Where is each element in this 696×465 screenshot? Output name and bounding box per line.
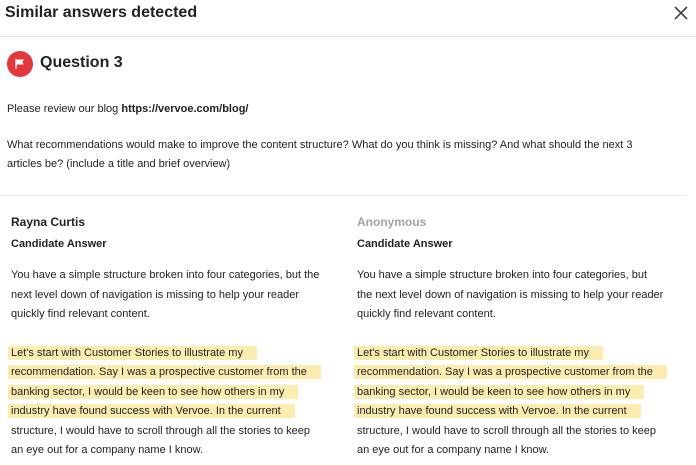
answer-column-right xyxy=(357,215,677,461)
highlighted-line: recommendation. Say I was a prospective customer from the xyxy=(357,363,672,383)
answer-line: You have a simple structure broken into four categories, but the xyxy=(11,269,320,281)
answer-line: structure, I would have to scroll through all the stories to keep xyxy=(11,424,310,437)
close-icon[interactable] xyxy=(671,3,691,23)
answer-paragraph-1 xyxy=(11,266,326,325)
candidate-name: Rayna Curtis xyxy=(11,215,86,229)
highlighted-line: banking sector, I would be keen to see how others in my xyxy=(357,383,672,403)
answer-paragraph-2 xyxy=(357,344,672,461)
blog-link[interactable]: https://vervoe.com/blog/ xyxy=(121,103,249,115)
answer-column-left xyxy=(11,215,331,461)
highlighted-line: Let's start with Customer Stories to illustrate my xyxy=(11,344,326,364)
blog-instruction xyxy=(7,103,248,115)
answer-line: You have a simple structure broken into four categories, but xyxy=(357,269,648,281)
flag-icon xyxy=(7,51,33,77)
highlighted-line: banking sector, I would be keen to see how others in my xyxy=(11,383,326,403)
divider xyxy=(0,195,686,196)
highlighted-line: Let's start with Customer Stories to illustrate my xyxy=(357,344,672,364)
answer-line: structure, I would have to scroll through all the stories to keep xyxy=(357,424,656,437)
answer-line: the next level down of navigation is missing to help your reader xyxy=(357,288,664,301)
question-text: What recommendations would make to improve the content structure? What do you think is missing? And what should the next 3 articles be? (include a title and brief overview) xyxy=(7,139,633,170)
highlighted-line: recommendation. Say I was a prospective customer from the xyxy=(11,363,326,383)
dialog-title: Similar answers detected xyxy=(5,4,198,21)
answer-line: next level down of navigation is missing to help your reader xyxy=(11,288,299,301)
dialog-header xyxy=(0,0,696,37)
answer-line: an eye out for a company name I know. xyxy=(357,444,550,456)
highlighted-line: industry have found success with Vervoe. In the current xyxy=(11,402,326,422)
candidate-answer-label: Candidate Answer xyxy=(11,238,107,250)
answer-paragraph-2 xyxy=(11,344,326,461)
candidate-name-anonymous: Anonymous xyxy=(357,215,427,229)
answer-line: quickly find relevant content. xyxy=(357,308,496,320)
answer-line: an eye out for a company name I know. xyxy=(11,444,204,456)
question-title: Question 3 xyxy=(40,54,123,71)
blog-prefix: Please review our blog xyxy=(7,103,122,115)
answer-line: quickly find relevant content. xyxy=(11,308,150,320)
answer-paragraph-1 xyxy=(357,266,672,325)
candidate-answer-label: Candidate Answer xyxy=(357,238,453,250)
highlighted-line: industry have found success with Vervoe. In the current xyxy=(357,402,672,422)
